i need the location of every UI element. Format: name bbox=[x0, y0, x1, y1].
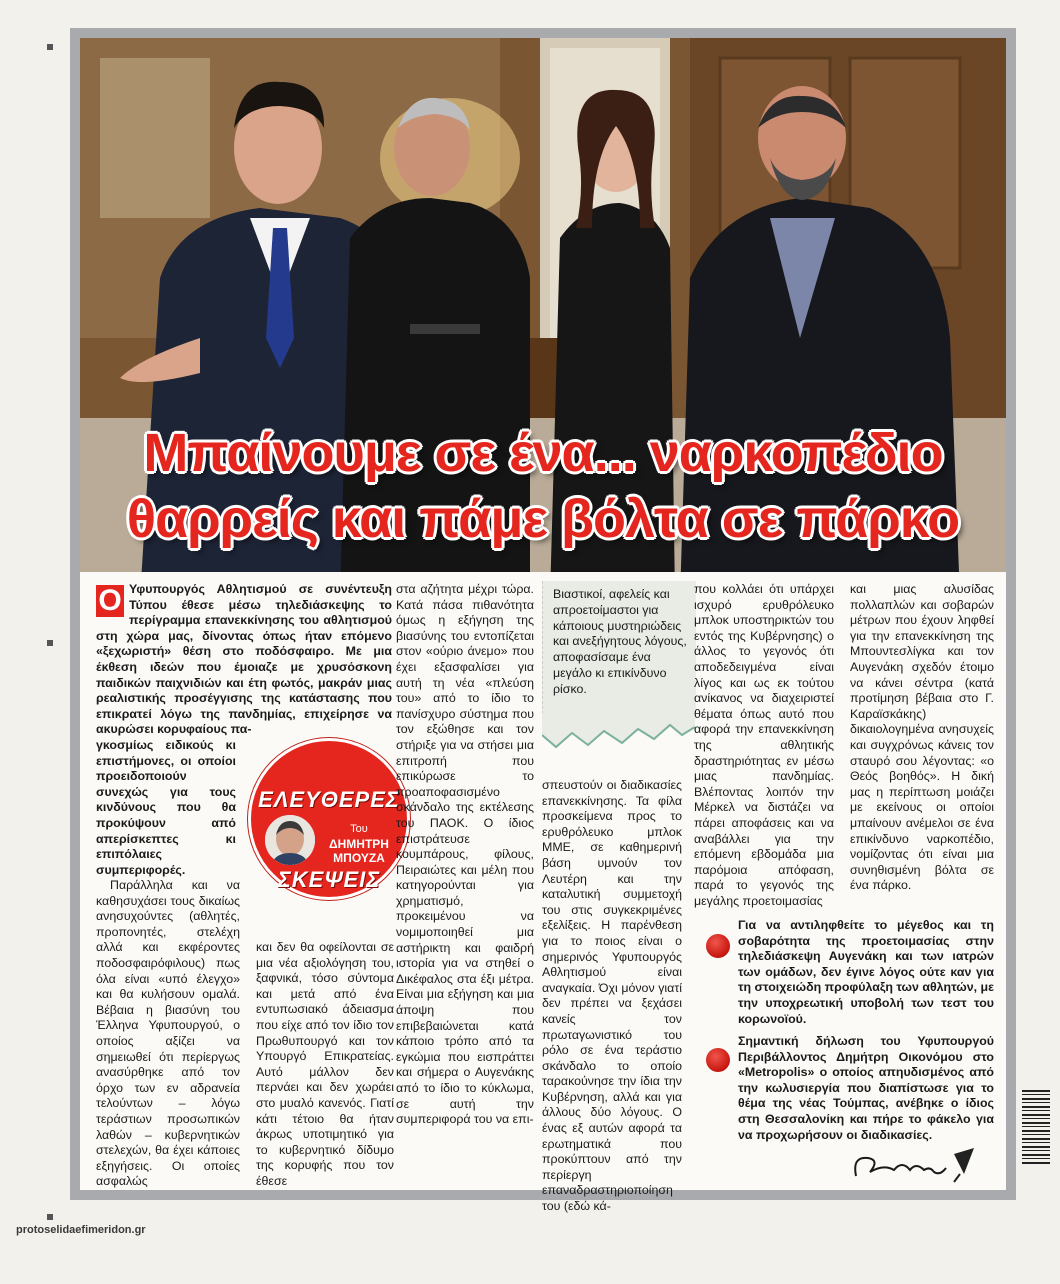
pull-quote: Βιαστικοί, αφελείς και απροετοίμαστοι για κάποιους μυστηριώδεις και ανεξήγητους λόγους, αποφασίσαμε ένα μεγάλο κι επικίνδυνο ρίσκο. bbox=[542, 581, 696, 719]
columnist-name: ΔΗΜΗΤΡΗ ΜΠΟΥΖΑ bbox=[329, 837, 389, 865]
side-note-1: Για να αντιληφθείτε το μέγεθος και τη σοβαρότητα της προετοιμασίας στην τηλεδιάσκεψη Αυγενάκη και των ιατρών των ομάδων, δεν έγινε λόγος ούτε καν για τη στοιχειώδη προφύλαξη των αθλητών, με την υποχρεωτική υποβολή των τεστ του κορωνοϊού. bbox=[738, 918, 994, 1026]
byline-prefix: Του bbox=[350, 823, 368, 835]
headline bbox=[80, 420, 1006, 552]
columnist-portrait bbox=[265, 815, 315, 865]
drop-cap: Ο bbox=[96, 585, 124, 617]
article-frame bbox=[70, 28, 1016, 1214]
columnist-badge bbox=[248, 738, 410, 900]
lead-paragraph: Ο Υφυπουργός Αθλητισμού σε συνέντευξη Τύπου έθεσε μέσω τηλεδιάσκεψης το περίγραμμα επανεκκίνησης του αθλητισμού στη χώρα μας, δίνοντας όπως ήταν επόμενο «ξεχωριστή» θέση στο ποδόσφαιρο. Με μια έκθεση ιδεών που έμοιαζε με χρυσόσκονη παιδικών παιχνιδιών και έτη φωτός, μακράν μιας ρεαλιστικής προσέγγισης της κατάστασης που επικρατεί λόγω της πανδημίας, επιχείρησε να ακυρώσει κορυφαίους πα- bbox=[96, 582, 392, 737]
note-bullet-icon bbox=[706, 934, 730, 958]
body-column-2-bottom: και δεν θα οφείλονται σε μια νέα αξιολόγηση του, ξαφνικά, τόσο σύντομα και μετά από ένα εντυπωσιακό άδειασμα που είχε από τον ίδιο τον Πρωθυπουργό και τον Υπουργό Επικρατείας. Αυτό μάλλον δεν περνάει και δεν χωράει στο μυαλό κανενός. Γιατί κάτι τέτοιο θα ήταν άκρως υποτιμητικό για το κυβερνητικό δίδυμο της κορυφής που τον έθεσε bbox=[256, 940, 394, 1188]
body-column-4: που κολλάει ότι υπάρχει ισχυρό ερυθρόλευκο μπλοκ υποστηρικτών του εντός της Κυβέρνησης) ο άλλος το γεγονός ότι αποδεδειγμένα είναι λίγος και ως εκ τούτου ανίκανος να διαχειριστεί θέματα όπως αυτό που αφορά την επανεκκίνηση της αθλητικής δραστηριότητας εν μέσω μιας πανδημίας. Βλέποντας λοιπόν την Μέρκελ να διστάζει να πάρει αποφάσεις και να αναβάλλει για την επόμενη εβδομάδα μια παρόμοια απόφαση, παρά το γεγονός της μεγάλης προετοιμασίας bbox=[694, 582, 834, 908]
article-photo bbox=[80, 38, 1006, 572]
side-note-2: Σημαντική δήλωση του Υφυπουργού Περιβάλλοντος Δημήτρη Οικονόμου στο «Metropolis» ο οποίος απηυδισμένος από την κωλυσιεργία που διαπίστωσε για το θέμα της νέας Τούμπας, ανέβηκε ο ίδιος στη Θεσσαλονίκη και πήρε το φάκελο για να προχωρήσουν οι διαδικασίες. bbox=[738, 1034, 994, 1142]
page-barcode bbox=[1022, 1090, 1050, 1164]
body-column-2-top: στα αζήτητα μέχρι τώρα. Κατά πάσα πιθανότητα όμως η εξήγηση της βιασύνης του εντοπίζεται στον «ούριο άνεμο» που έχει εξασφαλίσει για αυτή τη νέα «πλεύση του» από το ίδιο το πανίσχυρο σύστημα που τον εξώθησε και τον στήριξε για να στήσει μια επιτροπή που επικύρωσε το προαποφασισμένο σκάνδαλο της εκτέλεσης του ΠΑΟΚ. Ο ίδιος επιστράτευσε κουμπάρους, φίλους, Πειραιώτες και μέλη που κατηγορούνται για χρηματισμό, προκειμένου να νομιμοποιηθεί μια αστήρικτη και φαιδρή ιστορία για να στηθεί ο Δικέφαλος στα έξι μέτρα. Είναι μια εξήγηση και μια άποψη που επιβεβαιώνεται κατά κάποιο τρόπο από τα εγκώμια που εισπράττει και σήμερα ο Αυγενάκης από το ίδιο το κύκλωμα, σε αυτή την συμπεριφορά του να επι- bbox=[396, 582, 534, 1127]
body-column-5: και μιας αλυσίδας πολλαπλών και σοβαρών μέτρων που έχουν ληφθεί για την επανεκκίνηση της Μπουντεσλίγκα και τον Αυγενάκη σχεδόν έτοιμο να κάνει σέντρα (κατά προτίμηση βέβαια στο Γ. Καραϊσκάκης) δικαιολογημένα ανησυχείς και συγχρόνως κάνεις τον σταυρό σου λέγοντας: «ο Θεός βοηθός». Η δική μας η περίπτωση μοιάζει με εκείνους οι οποίοι μπαίνουν ανέμελοι σε ένα επικίνδυνο ναρκοπέδιο, νομίζοντας ότι είναι μια συνηθισμένη βόλτα σε ένα πάρκο. bbox=[850, 582, 994, 893]
margin-mark bbox=[47, 1214, 53, 1220]
note-bullet-icon bbox=[706, 1048, 730, 1072]
margin-mark bbox=[47, 640, 53, 646]
column-name-top: ΕΛΕΥΘΕΡΕΣ bbox=[258, 787, 400, 812]
headline-line-1: Μπαίνουμε σε ένα... ναρκοπέδιο bbox=[143, 423, 943, 483]
body-column-3: σπευστούν οι διαδικασίες επανεκκίνησης. Τα φίλα προσκείμενα προς το ερυθρόλευκο μπλοκ ΜΜΕ, σε καθημερινή βάση υμνούν τον Λευτέρη και την καταλυτική συμμετοχή του στις συγκεκριμένες εξελίξεις. Η παρένθεση για το ποιος είναι ο σημερινός Υφυπουργός Αθλητισμού είναι αναγκαία. Όχι μόνον γιατί δεν πρέπει να ξεχάσει κανείς τον πρωταγωνιστικό του ρόλο σε ένα τεράστιο σκάνδαλο το οποίο ταρακούνησε την ίδια την Κυβέρνηση, αλλά και για άλλους δύο λόγους. Ο ένας εξ αυτών αφορά τα ερωτηματικά που προκύπτουν από την περίεργη επαναδραστηριοποίηση του (εδώ κά- bbox=[542, 778, 682, 1214]
author-signature bbox=[850, 1146, 980, 1186]
margin-mark bbox=[47, 44, 53, 50]
torn-paper-edge bbox=[542, 713, 695, 751]
headline-line-2: θαρρείς και πάμε βόλτα σε πάρκο bbox=[126, 489, 960, 549]
column-name-bottom: ΣΚΕΨΕΙΣ bbox=[277, 867, 381, 892]
source-watermark: protoselidaefimeridon.gr bbox=[16, 1224, 146, 1236]
body-column-1: Παράλληλα και να καθησυχάσει τους δικαίως ανησυχούντες (αθλητές, προπονητές, στελέχη αλλά και εκφέροντες ποδοσφαιρόφιλους) πως όλα είναι «υπό έλεγχο» και θα κυλήσουν ομαλά. Βέβαια η βιασύνη του Έλληνα Υφυπουργού, ο οποίος αξίζει να σημειωθεί ότι περίεργως ανασύρθηκε από τον όρχο των εν αδρανεία τελούντων – λόγω τεράστιων προσωπικών λαθών – κυβερνητικών στελεχών, θα έχει κάποιες εξηγήσεις. Οι οποίες ασφαλώς bbox=[96, 878, 240, 1189]
article-page bbox=[80, 38, 1006, 1214]
lead-paragraph-continued: γκοσμίως ειδικούς κι επιστήμονες, οι οποίοι προειδοποιούν συνεχώς για τους κινδύνους που θα προκύψουν από απερίσκεπτες κι επιπόλαιες συμπεριφορές. bbox=[96, 738, 236, 877]
